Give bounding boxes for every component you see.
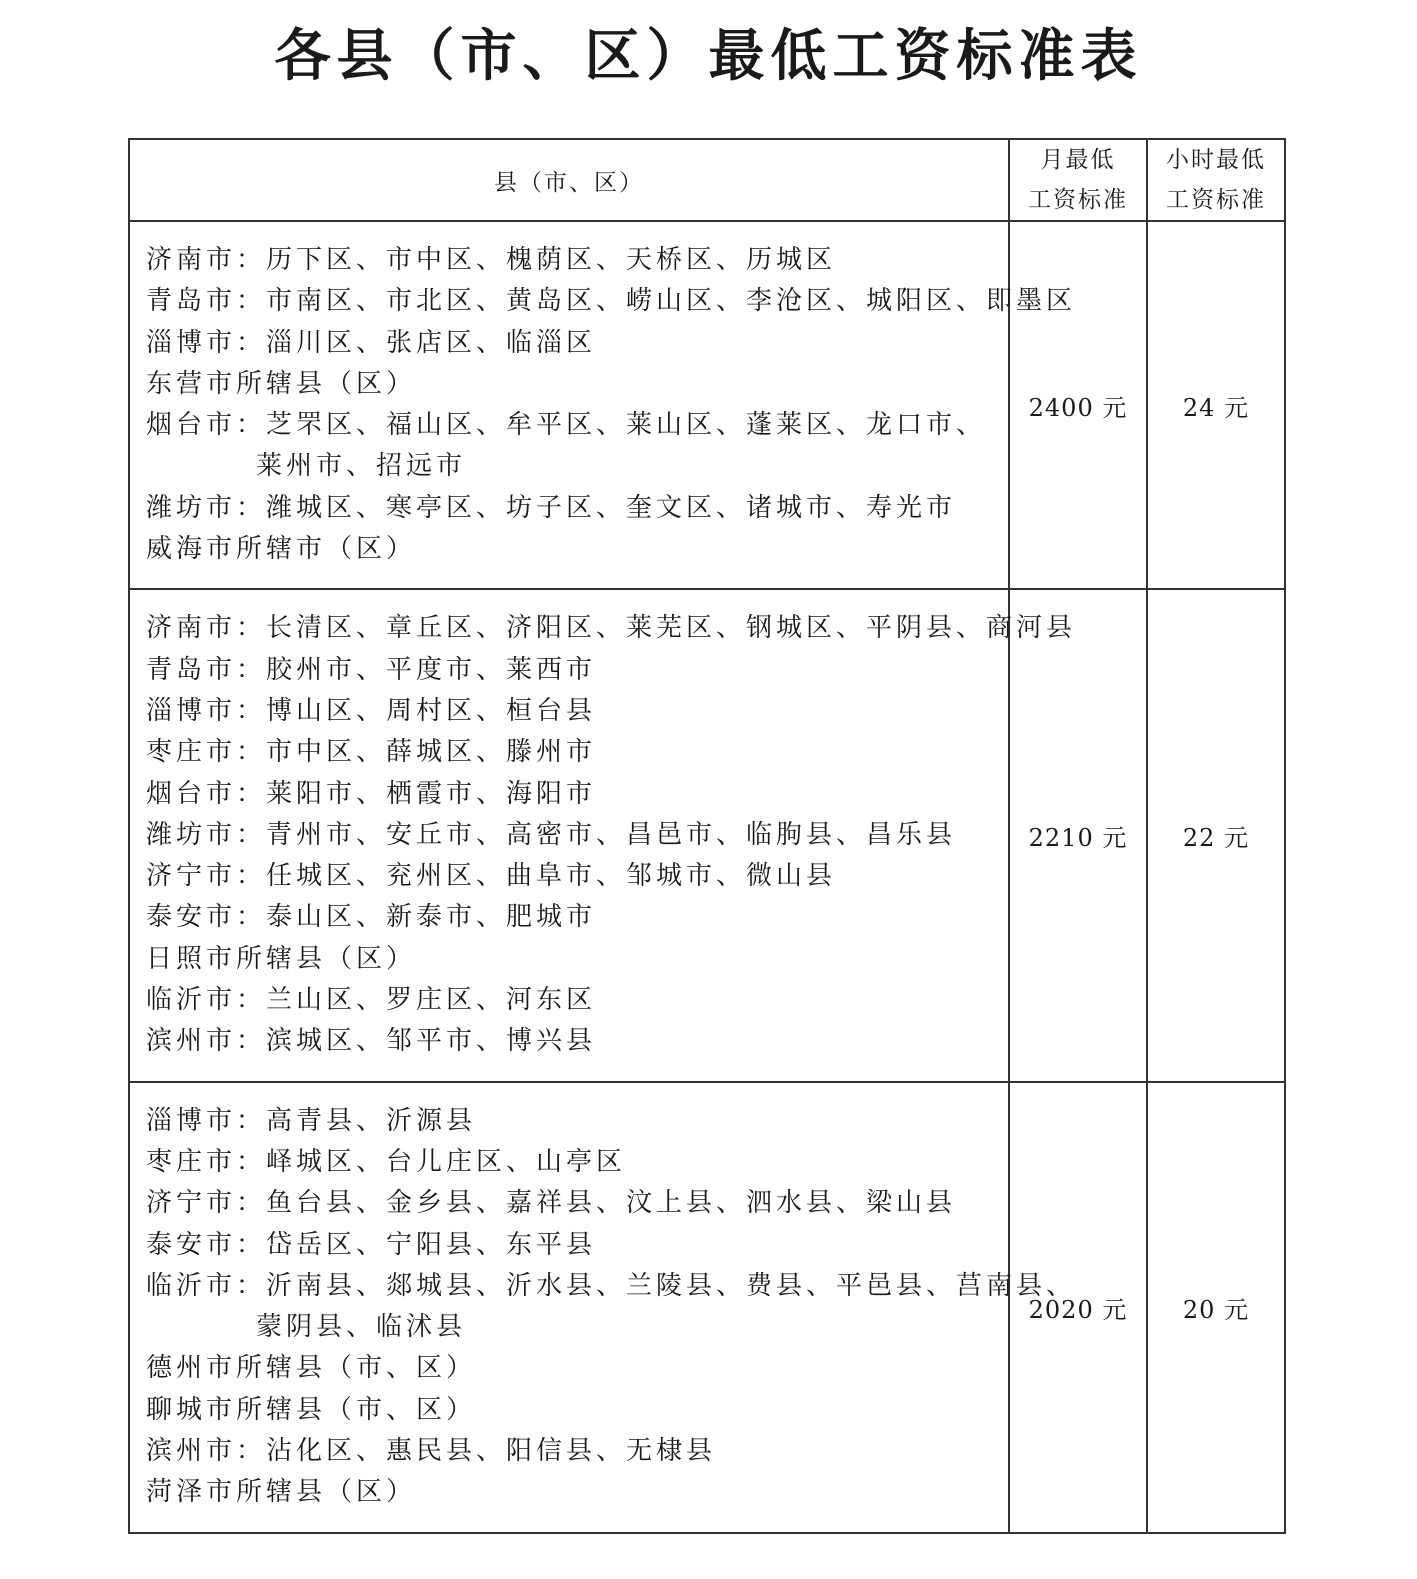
minimum-wage-table [128, 138, 1286, 1534]
header-hourly-line2: 工资标准 [1166, 187, 1266, 213]
hourly-wage-value: 24 元 [1147, 221, 1285, 589]
region-line: 枣庄市：市中区、薛城区、滕州市 [146, 737, 597, 768]
region-line: 潍坊市：青州市、安丘市、高密市、昌邑市、临朐县、昌乐县 [146, 819, 957, 850]
header-hourly-wage [1147, 139, 1285, 221]
region-line: 威海市所辖市（区） [146, 534, 417, 565]
region-line: 聊城市所辖县（市、区） [146, 1394, 477, 1425]
header-monthly-line1: 月最低 [1040, 147, 1116, 173]
region-line: 济南市：历下区、市中区、槐荫区、天桥区、历城区 [146, 245, 837, 275]
table-row [129, 1082, 1285, 1533]
region-line: 临沂市：沂南县、郯城县、沂水县、兰陵县、费县、平邑县、莒南县、 [146, 1270, 1077, 1301]
region-line: 东营市所辖县（区） [146, 368, 417, 399]
region-line: 菏泽市所辖县（区） [146, 1477, 417, 1508]
monthly-wage-value: 2210 元 [1009, 589, 1147, 1081]
region-line: 淄博市：博山区、周村区、桓台县 [146, 695, 597, 726]
header-hourly-line1: 小时最低 [1166, 147, 1266, 173]
table-row [129, 221, 1285, 589]
page-title: 各县（市、区）最低工资标准表 [274, 23, 1143, 89]
region-line: 德州市所辖县（市、区） [146, 1353, 477, 1384]
region-line: 滨州市：沾化区、惠民县、阳信县、无棣县 [146, 1436, 717, 1467]
region-line: 青岛市：胶州市、平度市、莱西市 [146, 654, 597, 685]
region-line: 潍坊市：潍城区、寒亭区、坊子区、奎文区、诸城市、寿光市 [146, 492, 957, 523]
region-line: 淄博市：淄川区、张店区、临淄区 [146, 327, 597, 358]
monthly-wage-value: 2400 元 [1009, 221, 1147, 589]
hourly-wage-value: 20 元 [1147, 1082, 1285, 1533]
region-line: 济南市：长清区、章丘区、济阳区、莱芜区、钢城区、平阴县、商河县 [146, 613, 1077, 644]
region-line: 滨州市：滨城区、邹平市、博兴县 [146, 1026, 597, 1057]
region-line: 济宁市：鱼台县、金乡县、嘉祥县、汶上县、泗水县、梁山县 [146, 1188, 957, 1219]
region-line: 日照市所辖县（区） [146, 943, 417, 974]
region-line: 枣庄市：峄城区、台儿庄区、山亭区 [146, 1146, 627, 1177]
region-cell [129, 221, 1077, 589]
header-region: 县（市、区） [129, 139, 1009, 221]
region-line: 烟台市：芝罘区、福山区、牟平区、莱山区、蓬莱区、龙口市、 [146, 410, 987, 441]
header-monthly-wage [1009, 139, 1147, 221]
header-monthly-line2: 工资标准 [1028, 187, 1128, 213]
region-cell [129, 1082, 1077, 1533]
region-line: 淄博市：高青县、沂源县 [146, 1105, 477, 1136]
hourly-wage-value: 22 元 [1147, 589, 1285, 1081]
region-line-continued: 蒙阴县、临沭县 [256, 1312, 467, 1343]
region-line: 临沂市：兰山区、罗庄区、河东区 [146, 985, 597, 1016]
region-line: 泰安市：岱岳区、宁阳县、东平县 [146, 1229, 597, 1260]
table-header-row [129, 139, 1285, 221]
region-line: 泰安市：泰山区、新泰市、肥城市 [146, 902, 597, 933]
region-line-continued: 莱州市、招远市 [256, 451, 467, 482]
region-line: 烟台市：莱阳市、栖霞市、海阳市 [146, 778, 597, 809]
region-line: 济宁市：任城区、兖州区、曲阜市、邹城市、微山县 [146, 861, 837, 892]
region-line: 青岛市：市南区、市北区、黄岛区、崂山区、李沧区、城阳区、即墨区 [146, 286, 1077, 317]
table-row [129, 589, 1285, 1081]
monthly-wage-value: 2020 元 [1009, 1082, 1147, 1533]
region-cell [129, 589, 1077, 1081]
